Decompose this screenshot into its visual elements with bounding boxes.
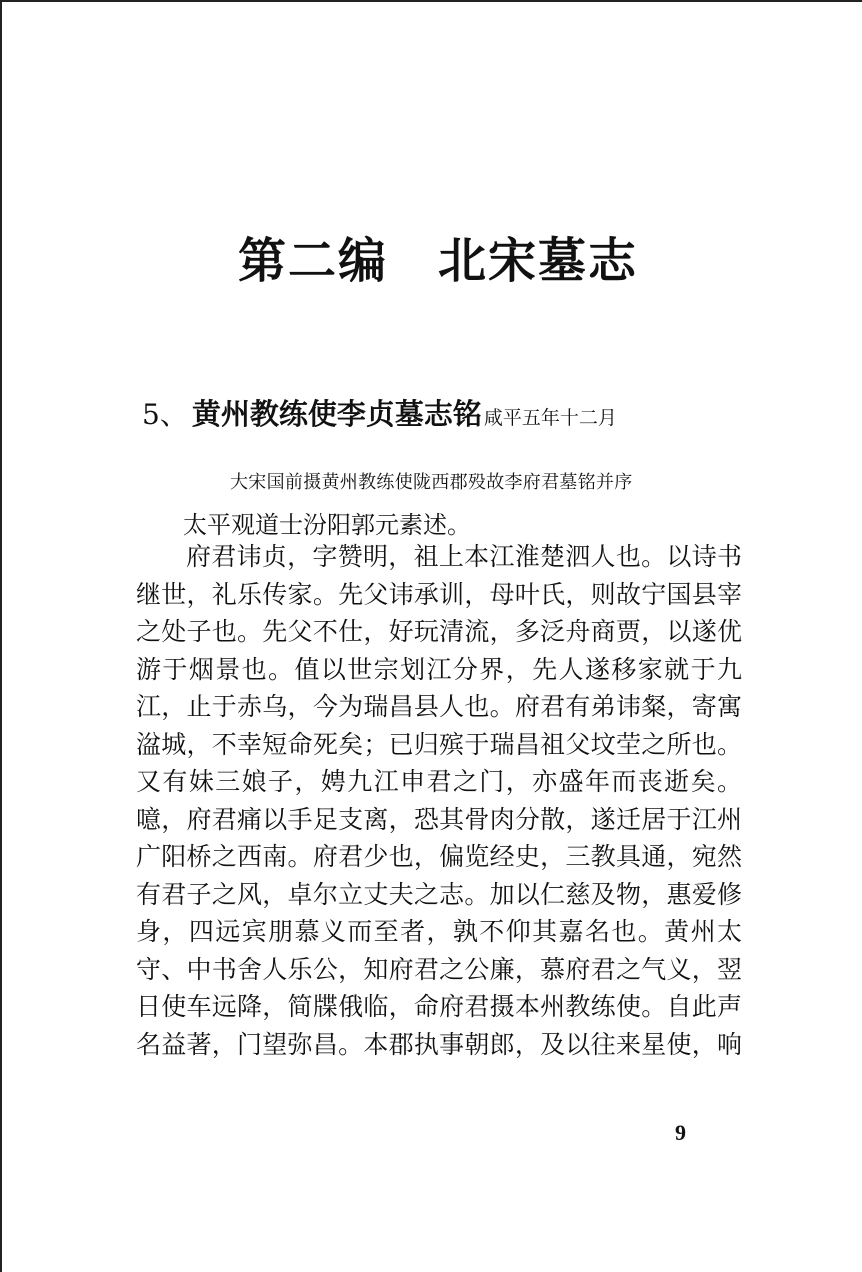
body-line: 噫，府君痛以手足支离，恐其骨肉分散，遂迁居于江州 [136, 804, 742, 834]
body-line: 日使车远降，简牒俄临，命府君摄本州教练使。自此声 [136, 992, 742, 1021]
body-line: 名益著，门望弥昌。本郡执事朝郎，及以往来星使，响 [136, 1029, 742, 1059]
body-line: 广阳桥之西南。府君少也，偏览经史，三教具通，宛然 [136, 842, 742, 871]
body-line: 身，四远宾朋慕义而至者，孰不仰其嘉名也。黄州太 [136, 917, 742, 946]
section-title: 黄州教练使李贞墓志铭 [191, 397, 482, 431]
body-text [136, 538, 742, 1063]
page-left-edge [0, 0, 2, 1272]
body-line: 之处子也。先父不仕，好玩清流，多泛舟商贾，以遂优 [136, 617, 742, 646]
inscription-caption: 大宋国前摄黄州教练使陇西郡殁故李府君墓铭并序 [230, 472, 633, 493]
body-line: 湓城，不幸短命死矣；已归殡于瑞昌祖父坟茔之所也。 [136, 729, 742, 759]
body-line: 府君讳贞，字赞明，祖上本江淮楚泗人也。以诗书 [186, 542, 742, 571]
page-top-edge [0, 0, 862, 2]
section-date: 咸平五年十二月 [483, 407, 617, 429]
part-title: 第二编 北宋墓志 [237, 233, 638, 289]
page-number: 9 [675, 1120, 686, 1145]
body-line: 有君子之风，卓尔立丈夫之志。加以仁慈及物，惠爱修 [136, 879, 742, 909]
body-line: 又有妹三娘子，娉九江申君之门，亦盛年而丧逝矣。 [136, 767, 742, 796]
body-line: 江，止于赤乌，今为瑞昌县人也。府君有弟讳粲，寄寓 [136, 692, 742, 721]
author-line: 太平观道士汾阳郭元素述。 [183, 511, 471, 539]
body-line: 游于烟景也。值以世宗划江分界，先人遂移家就于九 [136, 654, 742, 684]
body-line: 继世，礼乐传家。先父讳承训，母叶氏，则故宁国县宰 [136, 579, 742, 609]
body-line: 守、中书舍人乐公，知府君之公廉，慕府君之气义，翌 [136, 954, 742, 984]
section-number: 5、 [142, 398, 188, 431]
section-heading [142, 392, 617, 433]
